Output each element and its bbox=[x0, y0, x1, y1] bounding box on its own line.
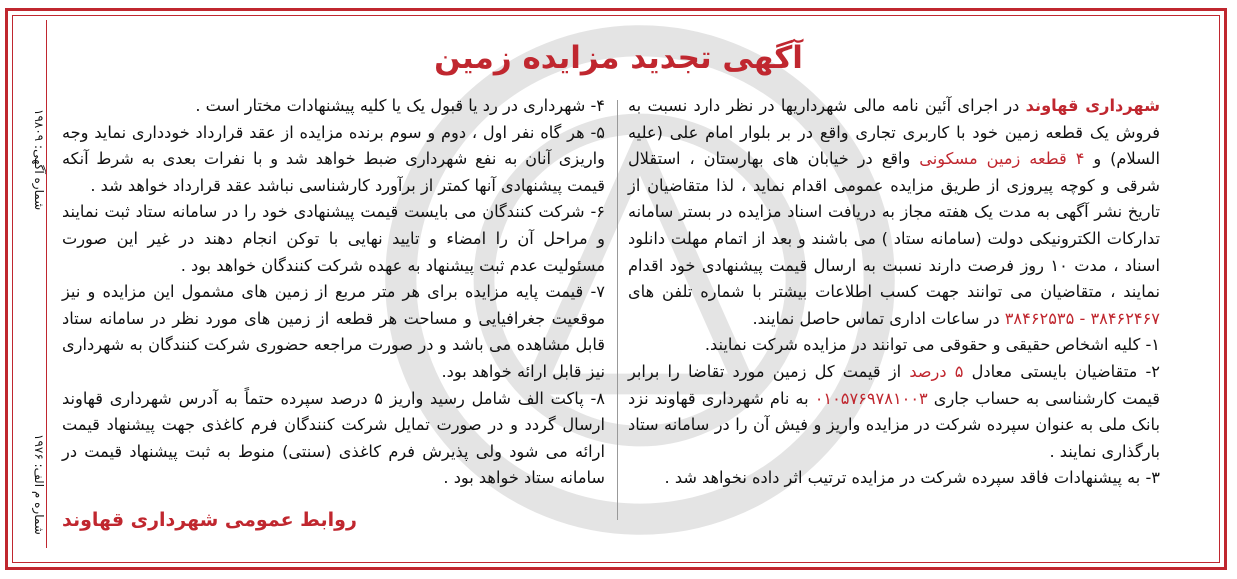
signature: روابط عمومی شهرداری قهاوند bbox=[62, 509, 357, 531]
column-divider bbox=[617, 100, 618, 520]
item-2: ۲- متقاضیان بایستی معادل ۵ درصد از قیمت کل زمین مورد تقاضا را برابر قیمت کارشناسی به حساب جاری ۰۱۰۵۷۶۹۷۸۱۰۰۳ به نام شهرداری قهاوند نزد بانک ملی به عنوان سپرده شرکت در مزایده واریز و فیش آن را در سامانه ستاد بارگذاری نمایند . bbox=[628, 361, 1160, 461]
left-column bbox=[62, 93, 605, 492]
item-7: ۷- قیمت پایه مزایده برای هر متر مربع از زمین های مشمول این مزایده و نیز موقعیت جغرافیایی و مساحت هر قطعه از زمین های مورد نظر در سامانه ستاد قابل مشاهده می باشد و در صورت مراجعه حضوری شرکت کنندگان به شهرداری نیز قابل ارائه خواهد بود. bbox=[62, 282, 605, 381]
item-5: ۵- هر گاه نفر اول ، دوم و سوم برنده مزایده از عقد قرارداد خودداری نماید وجه واریزی آنان به نفع شهرداری ضبط خواهد شد و با نفرات بعدی به شرط آنکه قیمت پیشنهادی آنها کمتر از برآورد کارشناسی نباشد عقد قرارداد خواهد شد . bbox=[62, 122, 605, 195]
item-6: ۶- شرکت کنندگان می بایست قیمت پیشنهادی خود را در سامانه ستاد ثبت نمایند و مراحل آن را امضاء و تایید نهایی با توکن انجام دهند در غیر این صورت مسئولیت عدم ثبت پیشنهاد به عهده شرکت کنندگان خواهد بود . bbox=[62, 202, 605, 275]
notice-number: شماره آگهی: ۱۹۸۰۹ bbox=[32, 108, 46, 210]
deposit-percent: ۵ درصد bbox=[909, 361, 964, 381]
phone-numbers: ۳۸۴۶۲۴۶۷ - ۳۸۴۶۲۵۳۵ bbox=[1004, 308, 1160, 328]
item-8: ۸- پاکت الف شامل رسید واریز ۵ درصد سپرده حتماً به آدرس شهرداری قهاوند ارسال گردد و در صورت تمایل شرکت کنندگان فرم کاغذی جهت پیشنهاد قیمت ارائه می شود ولی پذیرش فرم کاغذی (سنتی) منوط به ثبت پیشنهاد قیمت در سامانه ستاد خواهد بود . bbox=[62, 388, 605, 488]
page-title: آگهی تجدید مزایده زمین bbox=[434, 40, 803, 76]
plots-highlight: ۴ قطعه زمین مسکونی bbox=[919, 149, 1085, 169]
item-4: ۴- شهرداری در رد یا قبول یک یا کلیه پیشنهادات مختار است . bbox=[195, 96, 605, 115]
side-divider bbox=[46, 20, 47, 548]
municipality-name: شهرداری قهاوند bbox=[1025, 96, 1160, 115]
account-number: ۰۱۰۵۷۶۹۷۸۱۰۰۳ bbox=[814, 388, 928, 408]
item-1: ۱- کلیه اشخاص حقیقی و حقوقی می توانند در مزایده شرکت نمایند. bbox=[704, 335, 1160, 355]
right-column bbox=[628, 93, 1160, 492]
item-3: ۳- به پیشنهادات فاقد سپرده شرکت در مزایده ترتیب اثر داده نخواهد شد . bbox=[664, 468, 1160, 488]
intro-paragraph: شهرداری قهاوند در اجرای آئین نامه مالی شهرداریها در نظر دارد نسبت به فروش یک قطعه زمین خود با کاربری تجاری واقع در بر بلوار امام علی (علیه السلام) و ۴ قطعه زمین مسکونی واقع در خیابان های بهارستان ، استقلال شرقی و کوچه پیروزی از طریق مزایده عمومی اقدام نماید ، لذا متقاضیان از تاریخ نشر آگهی به مدت یک هفته مجاز به دریافت اسناد مزایده در بستر سامانه تدارکات الکترونیکی دولت (سامانه ستاد ) می باشند و بعد از اتمام مهلت دانلود اسناد ، مدت ۱۰ روز فرصت دارند نسبت به ارسال قیمت پیشنهادی خود اقدام نمایند ، متقاضیان می توانند جهت کسب اطلاعات بیشتر با شماره تلفن های ۳۸۴۶۲۴۶۷ - ۳۸۴۶۲۵۳۵ در ساعات اداری تماس حاصل نمایند. bbox=[628, 96, 1160, 328]
form-number: شماره م الف: ۱۹۷۶ bbox=[32, 434, 46, 535]
